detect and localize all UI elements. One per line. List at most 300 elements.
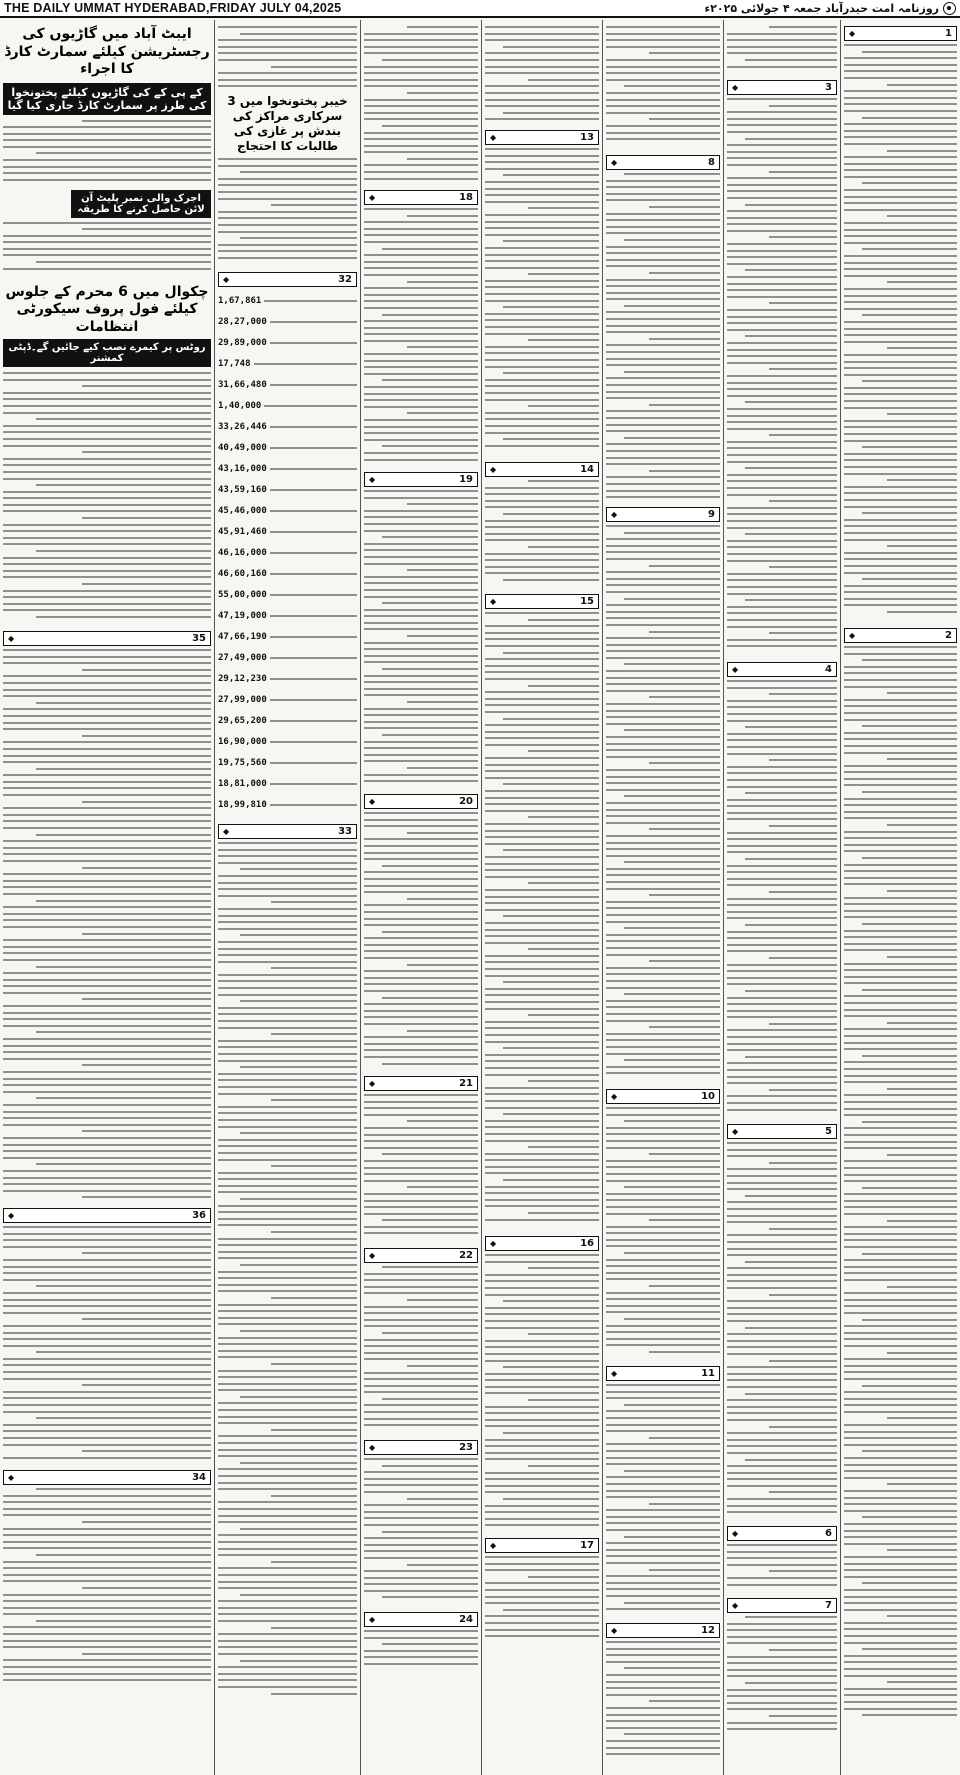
text-line xyxy=(364,970,478,972)
text-line xyxy=(727,1642,837,1644)
text-line xyxy=(769,1294,837,1296)
price-row xyxy=(218,542,357,563)
article-text xyxy=(485,480,599,590)
text-line xyxy=(606,1661,720,1663)
text-line xyxy=(364,1167,478,1169)
text-line xyxy=(844,976,957,978)
section-header-6: 6 ◆ xyxy=(727,1526,837,1541)
text-line xyxy=(3,1312,211,1314)
text-line xyxy=(218,1126,357,1128)
text-line xyxy=(218,1370,357,1372)
text-line xyxy=(844,440,957,442)
text-line xyxy=(844,585,957,587)
text-line xyxy=(844,433,957,435)
text-line xyxy=(649,1351,720,1353)
text-line xyxy=(844,1635,957,1637)
text-line xyxy=(727,917,837,919)
text-line xyxy=(727,124,837,126)
text-line xyxy=(364,1107,478,1109)
price-row xyxy=(218,290,357,311)
text-line xyxy=(3,425,211,427)
text-line xyxy=(3,1266,211,1268)
text-line xyxy=(485,326,599,328)
text-line xyxy=(270,741,357,743)
text-line xyxy=(271,1099,357,1101)
article-text xyxy=(218,842,357,1702)
price-value: 33,26,446 xyxy=(218,421,267,432)
text-line xyxy=(727,395,837,397)
price-row xyxy=(218,437,357,458)
text-line xyxy=(606,1325,720,1327)
text-line xyxy=(364,1273,478,1275)
text-line xyxy=(364,721,478,723)
column-1 xyxy=(0,20,214,1775)
text-line xyxy=(606,967,720,969)
text-line xyxy=(862,248,957,250)
text-line xyxy=(485,737,599,739)
text-line xyxy=(606,246,720,248)
text-line xyxy=(528,685,599,687)
text-line xyxy=(844,712,957,714)
text-line xyxy=(218,1488,357,1490)
text-line xyxy=(624,371,720,373)
text-line xyxy=(364,838,478,840)
text-line xyxy=(887,956,957,958)
text-line xyxy=(3,741,211,743)
text-line xyxy=(407,1365,478,1367)
text-line xyxy=(485,1159,599,1161)
text-line xyxy=(844,771,957,773)
text-line xyxy=(606,657,720,659)
text-line xyxy=(485,553,599,555)
text-line xyxy=(727,197,837,199)
text-line xyxy=(485,359,599,361)
text-line xyxy=(727,944,837,946)
article-text xyxy=(485,1556,599,1646)
text-line xyxy=(82,1653,211,1655)
text-line xyxy=(485,1008,599,1010)
text-line xyxy=(270,321,357,323)
text-line xyxy=(844,506,957,508)
text-line xyxy=(606,1000,720,1002)
price-value: 27,49,000 xyxy=(218,652,267,663)
text-line xyxy=(364,360,478,362)
text-line xyxy=(218,1633,357,1635)
text-line xyxy=(3,873,211,875)
text-line xyxy=(82,1196,211,1198)
text-line xyxy=(3,1666,211,1668)
text-line xyxy=(727,1406,837,1408)
text-line xyxy=(382,1332,478,1334)
text-line xyxy=(485,181,599,183)
text-line xyxy=(745,533,837,535)
text-line xyxy=(485,896,599,898)
text-line xyxy=(240,1264,357,1266)
text-line xyxy=(364,1180,478,1182)
text-line xyxy=(727,1175,837,1177)
text-line xyxy=(727,1478,837,1480)
text-line xyxy=(887,1022,957,1024)
article-text xyxy=(485,1254,599,1534)
text-line xyxy=(271,1363,357,1365)
text-line xyxy=(382,536,478,538)
text-line xyxy=(606,881,720,883)
text-line xyxy=(727,1234,837,1236)
text-line xyxy=(485,731,599,733)
text-line xyxy=(264,300,357,302)
text-line xyxy=(606,591,720,593)
text-line xyxy=(844,666,957,668)
text-line xyxy=(485,843,599,845)
text-line xyxy=(745,1327,837,1329)
text-line xyxy=(364,628,478,630)
text-line xyxy=(485,961,599,963)
text-line xyxy=(727,964,837,966)
text-line xyxy=(3,992,211,994)
text-line xyxy=(485,1107,599,1109)
text-line xyxy=(624,1733,720,1735)
text-line xyxy=(624,993,720,995)
text-line xyxy=(3,445,211,447)
text-line xyxy=(727,256,837,258)
text-line xyxy=(485,975,599,977)
article-text xyxy=(606,1384,720,1619)
text-line xyxy=(3,596,211,598)
text-line xyxy=(769,825,837,827)
text-line xyxy=(624,927,720,929)
text-line xyxy=(218,1686,357,1688)
text-line xyxy=(727,1069,837,1071)
text-line xyxy=(3,774,211,776)
text-line xyxy=(862,1450,957,1452)
price-value: 55,00,000 xyxy=(218,589,267,600)
text-line xyxy=(606,1344,720,1346)
text-line xyxy=(3,1547,211,1549)
text-line xyxy=(485,803,599,805)
text-line xyxy=(485,1596,599,1598)
text-line xyxy=(485,1153,599,1155)
text-line xyxy=(844,1464,957,1466)
text-line xyxy=(364,1372,478,1374)
text-line xyxy=(727,1386,837,1388)
text-line xyxy=(36,1163,211,1165)
text-line xyxy=(82,1450,211,1452)
text-line xyxy=(270,636,357,638)
text-line xyxy=(606,59,720,61)
text-line xyxy=(364,1411,478,1413)
text-line xyxy=(649,338,720,340)
text-line xyxy=(606,450,720,452)
text-line xyxy=(844,1444,957,1446)
text-line xyxy=(485,658,599,660)
text-line xyxy=(649,762,720,764)
text-line xyxy=(3,1299,211,1301)
text-line xyxy=(844,308,957,310)
text-line xyxy=(844,963,957,965)
section-header-17: 17 ◆ xyxy=(485,1538,599,1553)
section-header-19: 19 ◆ xyxy=(364,472,478,487)
text-line xyxy=(3,1659,211,1661)
text-line xyxy=(218,1442,357,1444)
text-line xyxy=(3,248,211,250)
text-line xyxy=(218,1224,357,1226)
column-2 xyxy=(215,20,360,1775)
text-line xyxy=(887,150,957,152)
text-line xyxy=(3,268,211,270)
text-line xyxy=(606,186,720,188)
text-line xyxy=(485,155,599,157)
text-line xyxy=(82,1252,211,1254)
text-line xyxy=(364,426,478,428)
text-line xyxy=(485,922,599,924)
text-line xyxy=(3,1071,211,1073)
text-line xyxy=(769,434,837,436)
text-line xyxy=(364,164,478,166)
text-line xyxy=(485,1027,599,1029)
text-line xyxy=(3,557,211,559)
text-line xyxy=(727,1340,837,1342)
text-line xyxy=(844,426,957,428)
text-line xyxy=(844,705,957,707)
text-line xyxy=(844,387,957,389)
section-header-7: 7 ◆ xyxy=(727,1598,837,1613)
text-line xyxy=(727,1669,837,1671)
column-4 xyxy=(482,20,602,1775)
text-line xyxy=(606,219,720,221)
text-line xyxy=(270,720,357,722)
text-line xyxy=(844,156,957,158)
section-header-15: 15 ◆ xyxy=(485,594,599,609)
text-line xyxy=(270,447,357,449)
text-line xyxy=(624,437,720,439)
text-line xyxy=(3,405,211,407)
text-line xyxy=(3,1190,211,1192)
text-line xyxy=(218,217,357,219)
text-line xyxy=(727,1353,837,1355)
text-line xyxy=(485,1439,599,1441)
text-line xyxy=(844,1127,957,1129)
text-line xyxy=(485,1327,599,1329)
text-line xyxy=(3,1594,211,1596)
text-line xyxy=(485,698,599,700)
text-line xyxy=(844,1299,957,1301)
text-line xyxy=(745,792,837,794)
text-line xyxy=(364,1200,478,1202)
text-line xyxy=(606,1160,720,1162)
text-line xyxy=(485,1392,599,1394)
text-line xyxy=(485,39,599,41)
article-text xyxy=(727,26,837,76)
text-line xyxy=(364,267,478,269)
text-line xyxy=(485,280,599,282)
text-line xyxy=(727,428,837,430)
text-line xyxy=(218,1040,357,1042)
text-line xyxy=(727,441,837,443)
text-line xyxy=(624,1120,720,1122)
text-line xyxy=(844,672,957,674)
text-line xyxy=(485,1445,599,1447)
text-line xyxy=(485,1140,599,1142)
text-line xyxy=(485,790,599,792)
text-line xyxy=(887,1615,957,1617)
text-line xyxy=(727,639,837,641)
text-line xyxy=(862,1648,957,1650)
text-line xyxy=(727,1049,837,1051)
text-line xyxy=(407,635,478,637)
text-line xyxy=(3,1305,211,1307)
text-line xyxy=(727,480,837,482)
text-line xyxy=(3,1424,211,1426)
text-line xyxy=(606,358,720,360)
text-line xyxy=(844,1668,957,1670)
text-line xyxy=(3,1084,211,1086)
text-line xyxy=(887,545,957,547)
text-line xyxy=(606,66,720,68)
text-line xyxy=(364,1010,478,1012)
text-line xyxy=(485,533,599,535)
text-line xyxy=(218,1468,357,1470)
text-line xyxy=(270,783,357,785)
text-line xyxy=(364,294,478,296)
text-line xyxy=(844,255,957,257)
text-line xyxy=(727,1182,837,1184)
section-header-11: 11 ◆ xyxy=(606,1366,720,1381)
text-line xyxy=(624,663,720,665)
text-line xyxy=(271,204,357,206)
price-row xyxy=(218,395,357,416)
text-line xyxy=(485,221,599,223)
text-line xyxy=(364,1286,478,1288)
text-line xyxy=(3,1045,211,1047)
text-line xyxy=(364,1160,478,1162)
text-line xyxy=(844,393,957,395)
text-line xyxy=(485,711,599,713)
text-line xyxy=(606,1463,720,1465)
text-line xyxy=(727,1564,837,1566)
text-line xyxy=(218,1521,357,1523)
text-line xyxy=(270,804,357,806)
ummat-logo-icon xyxy=(943,2,956,15)
text-line xyxy=(364,1043,478,1045)
text-line xyxy=(606,914,720,916)
text-line xyxy=(727,586,837,588)
text-line xyxy=(528,339,599,341)
text-line xyxy=(485,118,599,120)
text-line xyxy=(844,752,957,754)
text-line xyxy=(218,231,357,233)
text-line xyxy=(364,622,478,624)
text-line xyxy=(364,655,478,657)
text-line xyxy=(606,1727,720,1729)
text-line xyxy=(727,1201,837,1203)
text-line xyxy=(606,1239,720,1241)
text-line xyxy=(364,373,478,375)
text-line xyxy=(727,1485,837,1487)
text-line xyxy=(485,188,599,190)
text-line xyxy=(844,1332,957,1334)
text-line xyxy=(364,300,478,302)
text-line xyxy=(503,1113,599,1115)
text-line xyxy=(769,1162,837,1164)
text-line xyxy=(218,1185,357,1187)
text-line xyxy=(844,565,957,567)
text-line xyxy=(844,930,957,932)
text-line xyxy=(485,1021,599,1023)
text-line xyxy=(844,459,957,461)
text-line xyxy=(727,454,837,456)
text-line xyxy=(844,936,957,938)
text-line xyxy=(624,305,720,307)
text-line xyxy=(82,735,211,737)
text-line xyxy=(271,967,357,969)
text-line xyxy=(606,1338,720,1340)
text-line xyxy=(382,1398,478,1400)
text-line xyxy=(503,240,599,242)
text-line xyxy=(727,1399,837,1401)
text-line xyxy=(606,410,720,412)
text-line xyxy=(218,1508,357,1510)
text-line xyxy=(485,836,599,838)
text-line xyxy=(624,729,720,731)
text-line xyxy=(727,1702,837,1704)
text-line xyxy=(485,994,599,996)
text-line xyxy=(364,530,478,532)
text-line xyxy=(844,202,957,204)
text-line xyxy=(364,112,478,114)
text-line xyxy=(606,1265,720,1267)
text-line xyxy=(3,497,211,499)
text-line xyxy=(485,929,599,931)
text-line xyxy=(745,269,837,271)
text-line xyxy=(727,1452,837,1454)
text-line xyxy=(727,1267,837,1269)
text-line xyxy=(727,421,837,423)
text-line xyxy=(218,941,357,943)
text-line xyxy=(3,1325,211,1327)
text-line xyxy=(3,1495,211,1497)
text-line xyxy=(624,795,720,797)
text-line xyxy=(503,1047,599,1049)
text-line xyxy=(745,1393,837,1395)
text-line xyxy=(407,1564,478,1566)
text-line xyxy=(528,405,599,407)
section-header-5: 5 ◆ xyxy=(727,1124,837,1139)
text-line xyxy=(727,1544,837,1546)
text-line xyxy=(503,1179,599,1181)
text-line xyxy=(727,223,837,225)
text-line xyxy=(3,1150,211,1152)
banner-ajrak-plate: اجرک والی نمبر پلیٹ آن لائن حاصل کرنے کا طریقہ xyxy=(71,190,211,218)
text-line xyxy=(844,354,957,356)
text-line xyxy=(364,1232,478,1234)
text-line xyxy=(218,1139,357,1141)
text-line xyxy=(364,694,478,696)
text-line xyxy=(3,649,211,651)
text-line xyxy=(218,948,357,950)
text-line xyxy=(844,525,957,527)
text-line xyxy=(606,1311,720,1313)
text-line xyxy=(727,606,837,608)
text-line xyxy=(485,168,599,170)
text-line xyxy=(240,1594,357,1596)
text-line xyxy=(382,1643,478,1645)
text-line xyxy=(606,325,720,327)
price-row xyxy=(218,710,357,731)
text-line xyxy=(606,769,720,771)
text-line xyxy=(528,1014,599,1016)
section-header-22: 22 ◆ xyxy=(364,1248,478,1263)
text-line xyxy=(485,385,599,387)
